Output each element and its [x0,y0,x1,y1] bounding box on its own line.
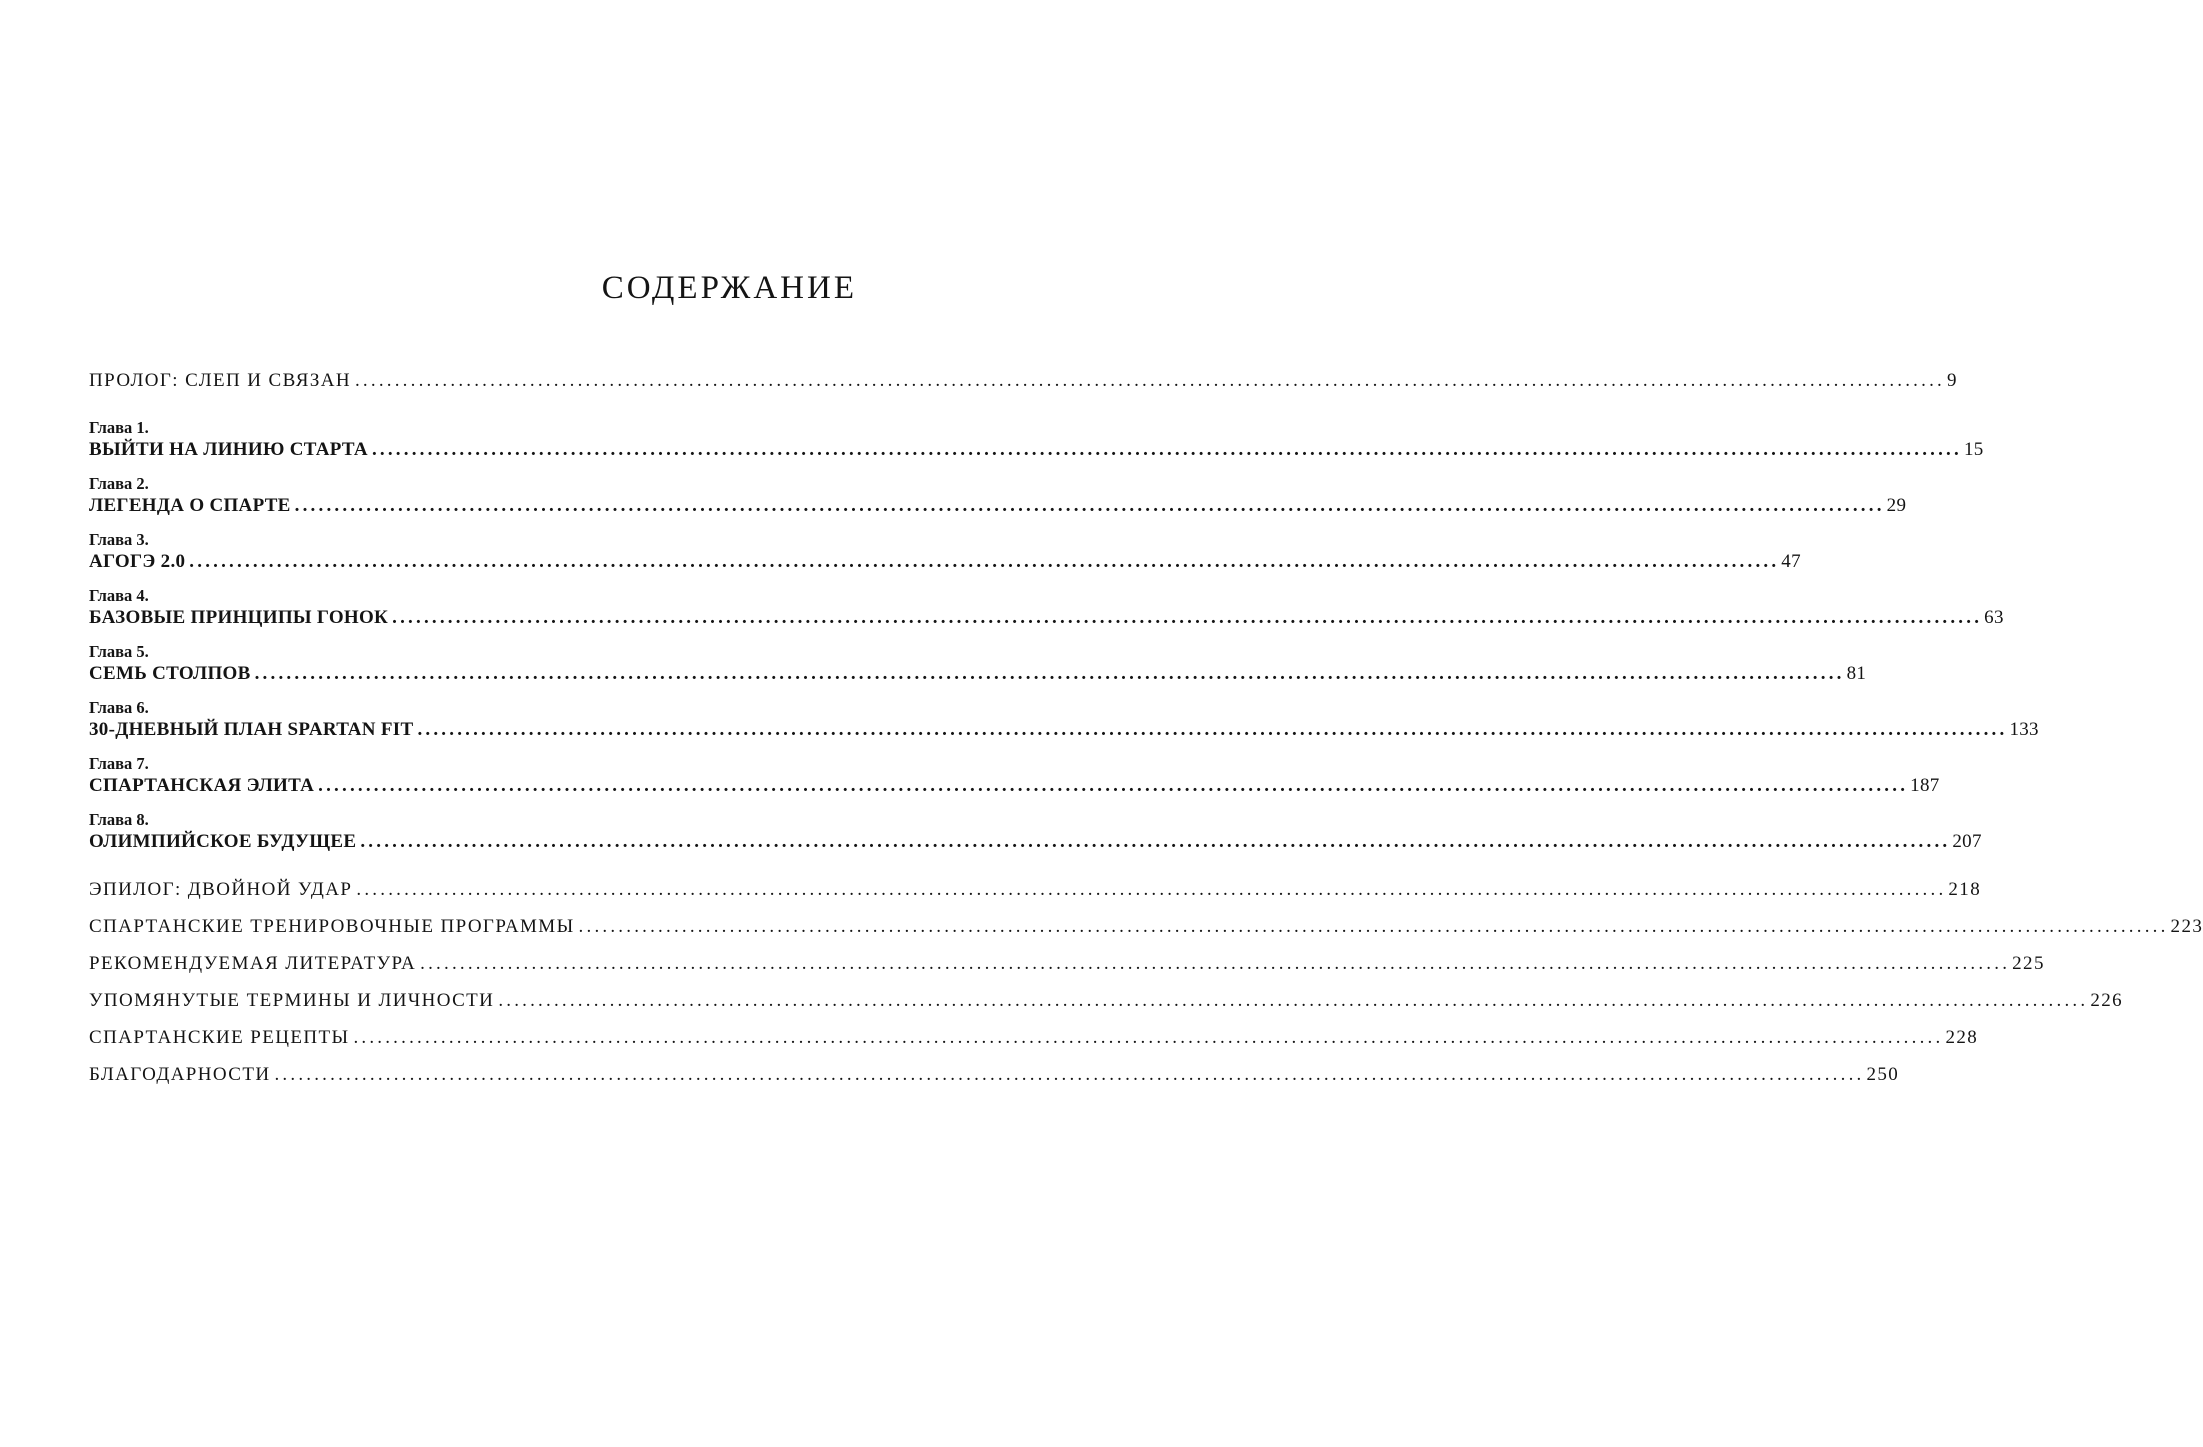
toc-entry-terms-and-people[interactable] [89,990,2124,1012]
toc-entry-chapter-4[interactable] [89,607,2004,629]
toc-page-number: 187 [1910,775,1940,796]
chapter-tag: Глава 1. [89,418,149,437]
toc-page-number: 9 [1946,370,1958,391]
toc-entry-label: АГОГЭ 2.0 [89,551,186,572]
toc-entry-training-programs[interactable] [89,916,2203,938]
toc-entry-label: ВЫЙТИ НА ЛИНИЮ СТАРТА [89,439,368,460]
dot-leader: ........................................................................................................................................................................................................ [189,551,1780,572]
chapter-tag: Глава 4. [89,586,149,605]
toc-entry-chapter-5[interactable] [89,663,1867,685]
toc-entry-chapter-2[interactable] [89,495,1907,517]
dot-leader: ........................................................................................................................................................................................................ [371,439,1962,460]
chapter-tag: Глава 5. [89,642,149,661]
toc-page-number: 226 [2090,990,2124,1011]
toc-entry-label: УПОМЯНУТЫЕ ТЕРМИНЫ И ЛИЧНОСТИ [89,990,495,1011]
toc-title: СОДЕРЖАНИЕ [601,270,857,306]
toc-entry-chapter-8[interactable] [89,831,1982,853]
toc-entry-prologue[interactable] [89,370,1958,392]
dot-leader: ........................................................................................................................................................................................................ [254,663,1845,684]
toc-entry-label: СПАРТАНСКАЯ ЭЛИТА [89,775,315,796]
toc-page-number: 218 [1948,879,1982,900]
toc-entry-label: ОЛИМПИЙСКОЕ БУДУЩЕЕ [89,831,357,852]
dot-leader: ........................................................................................................................................................................................................ [578,916,2169,937]
toc-page-number: 133 [2009,719,2039,740]
toc-entry-label: ЭПИЛОГ: ДВОЙНОЙ УДАР [89,879,353,900]
chapter-tag: Глава 2. [89,474,149,493]
dot-leader: ........................................................................................................................................................................................................ [294,495,1885,516]
toc-page-number: 15 [1963,439,1984,460]
toc-entry-label: 30-ДНЕВНЫЙ ПЛАН SPARTAN FIT [89,719,414,740]
toc-entry-label: ЛЕГЕНДА О СПАРТЕ [89,495,291,516]
toc-page-number: 29 [1886,495,1907,516]
toc-entry-label: ПРОЛОГ: СЛЕП И СВЯЗАН [89,370,351,391]
toc-entry-chapter-6[interactable] [89,719,2039,741]
dot-leader: ........................................................................................................................................................................................................ [392,607,1983,628]
dot-leader: ........................................................................................................................................................................................................ [356,879,1947,900]
chapter-tag: Глава 8. [89,810,149,829]
dot-leader: ........................................................................................................................................................................................................ [417,719,2008,740]
toc-entry-chapter-1[interactable] [89,439,1984,461]
chapter-tag: Глава 7. [89,754,149,773]
dot-leader: ........................................................................................................................................................................................................ [274,1064,1865,1085]
dot-leader: ........................................................................................................................................................................................................ [318,775,1909,796]
toc-entry-acknowledgements[interactable] [89,1064,1900,1086]
toc-page-number: 81 [1846,663,1867,684]
toc-entry-recipes[interactable] [89,1027,1979,1049]
dot-leader: ........................................................................................................................................................................................................ [354,370,1945,391]
toc-entry-label: РЕКОМЕНДУЕМАЯ ЛИТЕРАТУРА [89,953,417,974]
toc-page-number: 225 [2012,953,2045,974]
toc-page-number: 47 [1781,551,1801,572]
toc-entry-label: БАЗОВЫЕ ПРИНЦИПЫ ГОНОК [89,607,389,628]
dot-leader: ........................................................................................................................................................................................................ [360,831,1951,852]
toc-page-number: 228 [1945,1027,1979,1048]
toc-entry-label: БЛАГОДАРНОСТИ [89,1064,271,1085]
toc-page-number: 250 [1866,1064,1900,1085]
chapter-tag: Глава 3. [89,530,149,549]
toc-entry-chapter-7[interactable] [89,775,1940,797]
toc-page-number: 223 [2170,916,2203,937]
chapter-tag: Глава 6. [89,698,149,717]
dot-leader: ........................................................................................................................................................................................................ [420,953,2011,974]
toc-page-number: 63 [1984,607,2004,628]
toc-page-number: 207 [1952,831,1982,852]
toc-entry-epilogue[interactable] [89,879,1982,901]
toc-entry-chapter-3[interactable] [89,551,1801,573]
toc-entry-label: СПАРТАНСКИЕ РЕЦЕПТЫ [89,1027,350,1048]
toc-entry-label: СПАРТАНСКИЕ ТРЕНИРОВОЧНЫЕ ПРОГРАММЫ [89,916,575,937]
dot-leader: ........................................................................................................................................................................................................ [353,1027,1944,1048]
dot-leader: ........................................................................................................................................................................................................ [498,990,2089,1011]
toc-entry-label: СЕМЬ СТОЛПОВ [89,663,251,684]
toc-entry-recommended-reading[interactable] [89,953,2045,975]
